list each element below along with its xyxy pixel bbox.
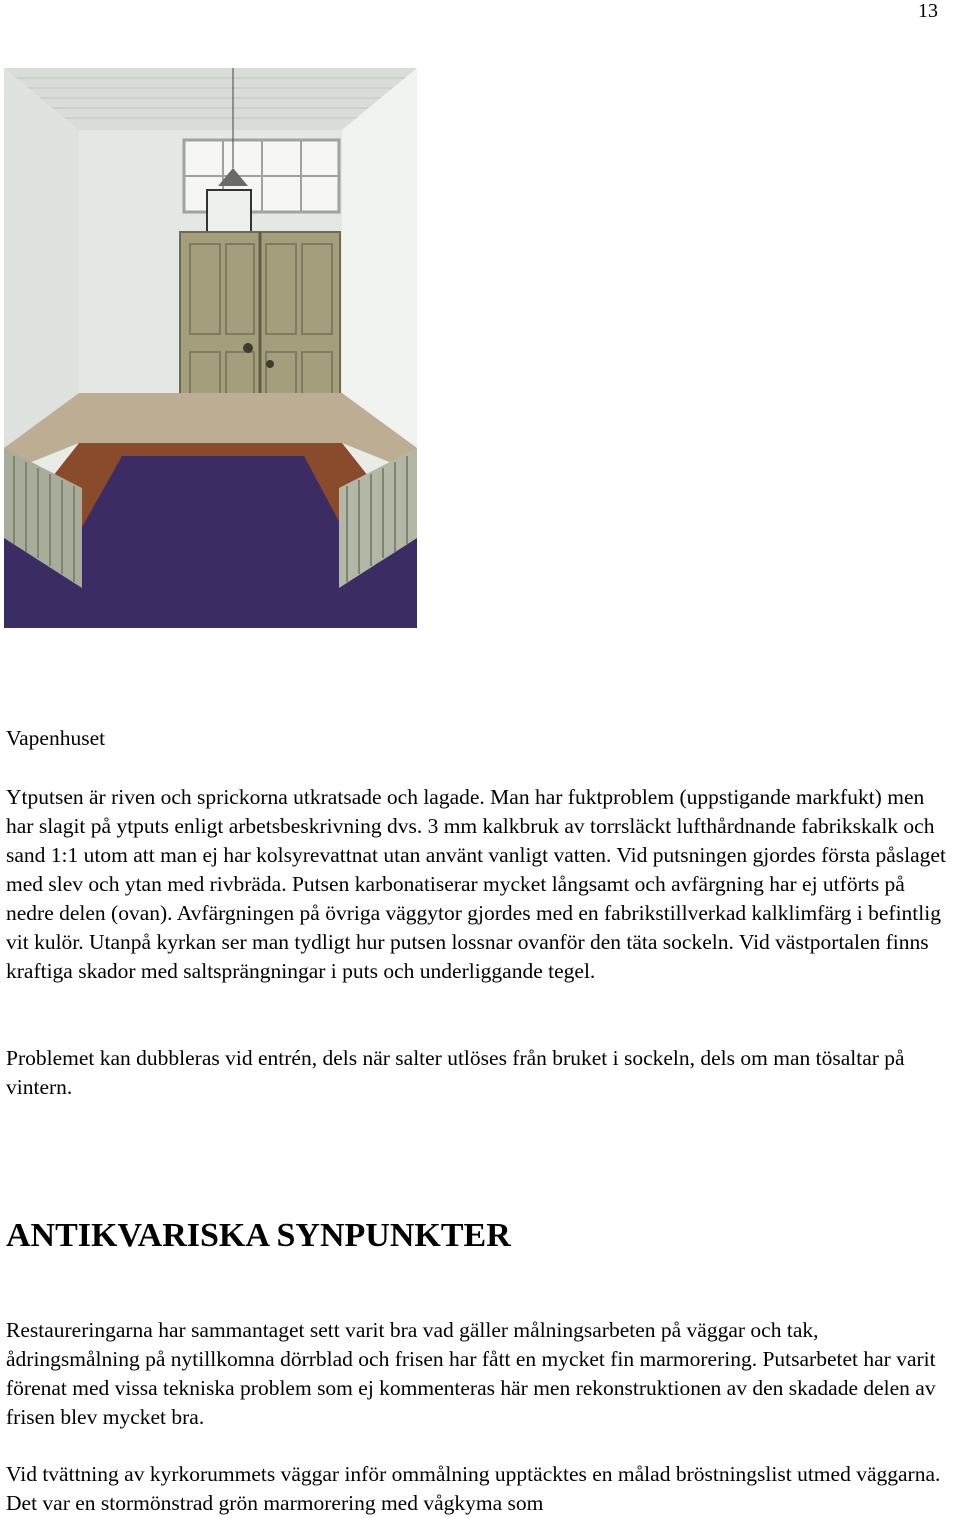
section-heading-antikvariska: ANTIKVARISKA SYNPUNKTER <box>6 1217 511 1254</box>
paragraph-vapenhuset-2: Problemet kan dubbleras vid entrén, dels när salter utlöses från bruket i sockeln, dels om man tösaltar på vintern. <box>6 1046 905 1099</box>
vestibule-photo <box>4 68 417 628</box>
paragraph-antikvariska-2: Vid tvättning av kyrkorummets väggar inför ommålning upptäcktes en målad bröstningslist utmed väggarna. Det var en stormönstrad grön marmorering med vågkyma som <box>6 1462 941 1515</box>
page-number: 13 <box>918 0 938 22</box>
paragraph-vapenhuset-1: Ytputsen är riven och sprickorna utkratsade och lagade. Man har fuktproblem (uppstigande markfukt) men har slagit på ytputs enligt arbetsbeskrivning dvs. 3 mm kalkbruk av torrsläckt lufthårdnande fabrikskalk och sand 1:1 utom att man ej har kolsyrevattnat utan använt vanligt vatten. Vid putsningen gjordes första påslaget med slev och ytan med rivbräda. Putsen karbonatiserar mycket långsamt och avfärgning har ej utförts på nedre delen (ovan). Avfärgningen på övriga väggytor gjordes med en fabrikstillverkad kalklimfärg i befintlig vit kulör. Utanpå kyrkan ser man tydligt hur putsen lossnar ovanför den täta sockeln. Vid västportalen finns kraftiga skador med saltsprängningar i puts och underliggande tegel. <box>6 785 946 983</box>
paragraph-antikvariska-1: Restaureringarna har sammantaget sett varit bra vad gäller målningsarbeten på väggar och tak, ådringsmålning på nytillkomna dörrblad och frisen har fått en mycket fin marmorering. Putsarbetet har varit förenat med vissa tekniska problem som ej kommenteras här men rekonstruktionen av den skadade delen av frisen blev mycket bra. <box>6 1318 936 1429</box>
section-title-vapenhuset: Vapenhuset <box>6 726 106 750</box>
